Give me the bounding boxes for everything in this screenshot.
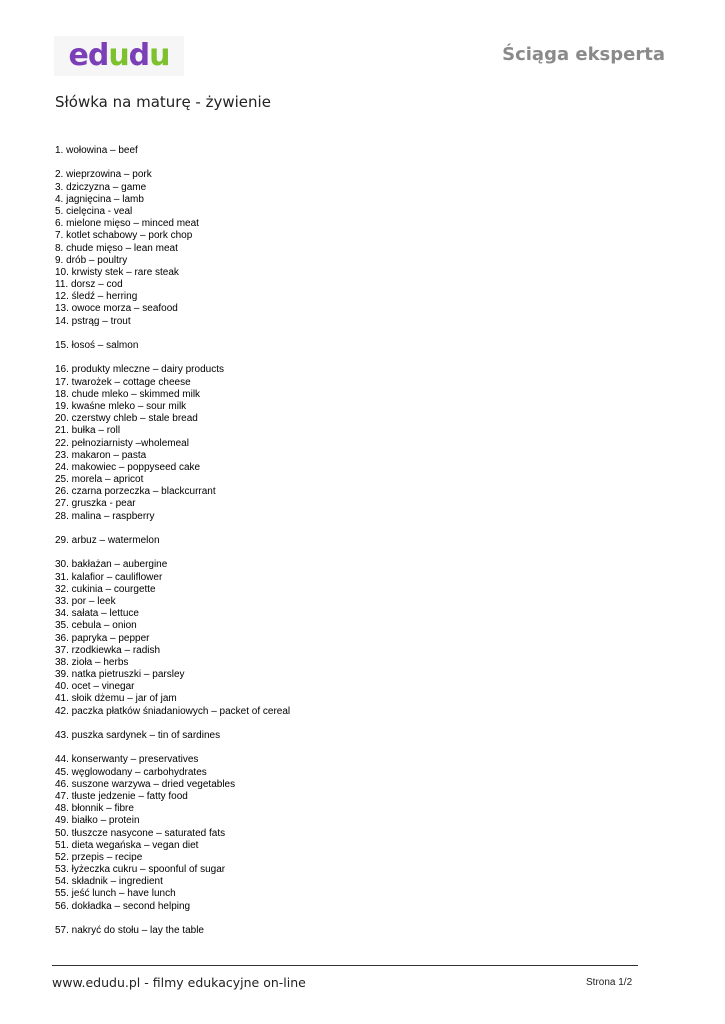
vocab-item: 46. suszone warzywa – dried vegetables	[55, 778, 236, 790]
vocab-item: 5. cielęcina - veal	[55, 205, 133, 217]
footer-divider	[52, 965, 638, 966]
vocab-item: 51. dieta wegańska – vegan diet	[55, 839, 199, 851]
vocab-item: 24. makowiec – poppyseed cake	[55, 461, 201, 473]
group-spacer	[55, 352, 290, 364]
group-spacer	[55, 742, 290, 754]
vocab-item: 15. łosoś – salmon	[55, 340, 139, 351]
vocab-item: 38. zioła – herbs	[55, 656, 129, 668]
vocab-item: 37. rzodkiewka – radish	[55, 644, 161, 656]
vocab-item: 35. cebula – onion	[55, 620, 137, 632]
vocab-item: 40. ocet – vinegar	[55, 681, 135, 693]
vocab-item: 48. błonnik – fibre	[55, 803, 134, 815]
vocab-item: 3. dziczyzna – game	[55, 181, 147, 193]
vocab-item: 36. papryka – pepper	[55, 632, 150, 644]
vocab-item: 8. chude mięso – lean meat	[55, 242, 178, 254]
vocab-item: 25. morela – apricot	[55, 474, 144, 486]
vocab-item: 31. kalafior – cauliflower	[55, 571, 163, 583]
vocab-item: 7. kotlet schabowy – pork chop	[55, 230, 193, 242]
vocab-item: 32. cukinia – courgette	[55, 583, 156, 595]
vocab-item: 10. krwisty stek – rare steak	[55, 266, 179, 278]
vocab-item: 26. czarna porzeczka – blackcurrant	[55, 486, 216, 498]
vocab-item: 11. dorsz – cod	[55, 279, 123, 291]
vocab-item: 21. bułka – roll	[55, 425, 121, 437]
vocab-item: 52. przepis – recipe	[55, 851, 143, 863]
vocab-item: 1. wołowina – beef	[55, 145, 138, 156]
vocab-item: 33. por – leek	[55, 595, 116, 607]
vocab-item: 53. łyżeczka cukru – spoonful of sugar	[55, 864, 226, 876]
vocab-item: 19. kwaśne mleko – sour milk	[55, 400, 187, 412]
vocab-item: 50. tłuszcze nasycone – saturated fats	[55, 827, 226, 839]
vocab-item: 42. paczka płatków śniadaniowych – packet of cereal	[55, 705, 291, 717]
page-number: Strona 1/2	[586, 977, 633, 988]
vocabulary-list	[55, 145, 290, 937]
vocab-item: 28. malina – raspberry	[55, 510, 155, 522]
vocab-item: 45. węglowodany – carbohydrates	[55, 766, 207, 778]
brand-tag: Ściąga eksperta	[502, 44, 665, 65]
vocab-item: 13. owoce morza – seafood	[55, 303, 178, 315]
logo-wordmark: edudu	[68, 38, 170, 73]
vocab-item: 29. arbuz – watermelon	[55, 535, 160, 546]
vocab-item: 6. mielone mięso – minced meat	[55, 218, 199, 230]
vocab-item: 2. wieprzowina – pork	[55, 169, 152, 181]
vocab-item: 47. tłuste jedzenie – fatty food	[55, 790, 188, 802]
vocab-item: 56. dokładka – second helping	[55, 900, 191, 912]
group-spacer	[55, 328, 290, 340]
group-spacer	[55, 718, 290, 730]
vocab-item: 43. puszka sardynek – tin of sardines	[55, 730, 221, 741]
page-title: Słówka na maturę - żywienie	[55, 93, 271, 111]
group-spacer	[55, 523, 290, 535]
vocab-item: 34. sałata – lettuce	[55, 608, 139, 620]
vocab-item: 12. śledź – herring	[55, 291, 138, 303]
vocab-item: 22. pełnoziarnisty –wholemeal	[55, 437, 189, 449]
group-spacer	[55, 157, 290, 169]
vocab-item: 49. białko – protein	[55, 815, 140, 827]
vocab-item: 30. bakłażan – aubergine	[55, 559, 168, 571]
footer-site-link[interactable]: www.edudu.pl - filmy edukacyjne on-line	[52, 975, 306, 990]
vocab-item: 17. twarożek – cottage cheese	[55, 376, 191, 388]
vocab-item: 20. czerstwy chleb – stale bread	[55, 413, 198, 425]
vocab-item: 44. konserwanty – preservatives	[55, 754, 199, 766]
vocab-item: 39. natka pietruszki – parsley	[55, 669, 185, 681]
edudu-logo[interactable]	[54, 36, 184, 76]
vocab-item: 18. chude mleko – skimmed milk	[55, 388, 201, 400]
group-spacer	[55, 913, 290, 925]
vocab-item: 54. składnik – ingredient	[55, 876, 163, 888]
vocab-item: 27. gruszka - pear	[55, 498, 136, 510]
vocab-item: 16. produkty mleczne – dairy products	[55, 364, 224, 376]
vocab-item: 57. nakryć do stołu – lay the table	[55, 925, 204, 936]
group-spacer	[55, 547, 290, 559]
vocab-item: 4. jagnięcina – lamb	[55, 193, 144, 205]
vocab-item: 55. jeść lunch – have lunch	[55, 888, 176, 900]
vocab-item: 41. słoik dżemu – jar of jam	[55, 693, 177, 705]
vocab-item: 9. drób – poultry	[55, 254, 128, 266]
vocab-item: 14. pstrąg – trout	[55, 315, 131, 327]
vocab-item: 23. makaron – pasta	[55, 449, 147, 461]
